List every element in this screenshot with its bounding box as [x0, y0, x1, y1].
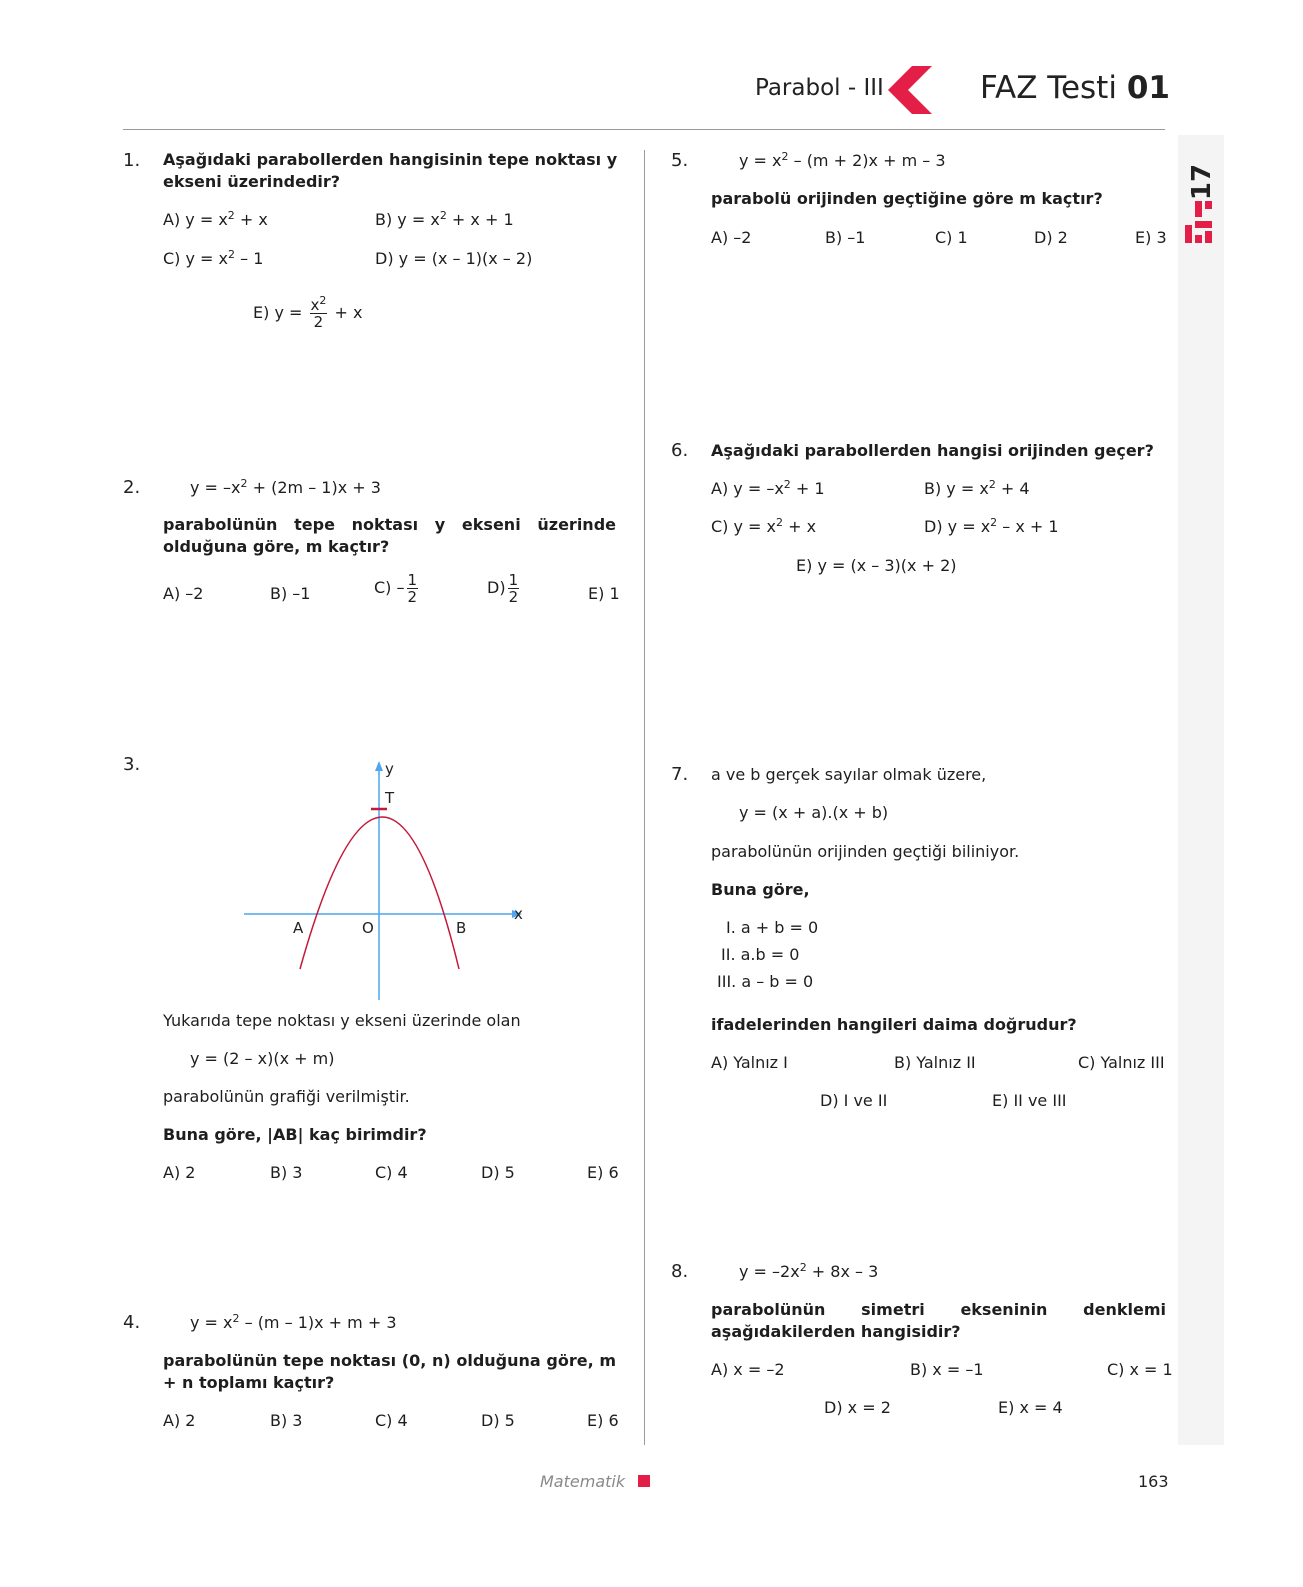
- y-axis-label: y: [385, 760, 394, 778]
- column-divider: [644, 150, 645, 1445]
- question-2-stem: parabolünün tepe noktası y ekseni üzerinde olduğuna göre, m kaçtır?: [163, 515, 616, 556]
- question-3-option-c[interactable]: C) 4: [375, 1163, 408, 1182]
- question-5-option-c[interactable]: C) 1: [935, 228, 968, 247]
- question-4-stem: parabolünün tepe noktası (0, n) olduğuna göre, m + n toplamı kaçtır?: [163, 1351, 616, 1392]
- question-4-equation: $y = x^2 - (m - 1)x + m + 3$: [190, 1312, 397, 1332]
- question-3-option-d[interactable]: D) 5: [481, 1163, 515, 1182]
- point-a-label: A: [293, 919, 304, 937]
- origin-label: O: [362, 919, 374, 937]
- test-title: [980, 70, 1170, 106]
- question-7-option-a[interactable]: A) Yalnız I: [711, 1053, 788, 1072]
- question-3-option-b[interactable]: B) 3: [270, 1163, 303, 1182]
- question-7-option-c[interactable]: C) Yalnız III: [1078, 1053, 1165, 1072]
- x-axis-label: x: [514, 905, 523, 923]
- vertex-label: T: [385, 789, 395, 807]
- question-1-option-b[interactable]: B) $y = x^2 + x + 1$: [375, 209, 514, 229]
- footer-subject: Matematik: [540, 1472, 626, 1491]
- question-3-text-1: Yukarıda tepe noktası y ekseni üzerinde olan: [163, 1011, 521, 1030]
- chevron-left-icon: [888, 66, 932, 114]
- question-6-option-b[interactable]: B) $y = x^2 + 4$: [924, 478, 1030, 498]
- question-3-number: 3.: [123, 754, 141, 775]
- question-4-option-c[interactable]: C) 4: [375, 1411, 408, 1430]
- question-1-option-a[interactable]: A) $y = x^2 + x$: [163, 209, 268, 229]
- question-8-stem: parabolünün simetri ekseninin denklemi aşağıdakilerden hangisidir?: [711, 1300, 1166, 1341]
- footer-square-icon: [638, 1475, 650, 1487]
- test-title-number: 01: [1126, 70, 1170, 106]
- page-number: 163: [1138, 1472, 1169, 1491]
- point-b-label: B: [456, 919, 467, 937]
- question-4-option-d[interactable]: D) 5: [481, 1411, 515, 1430]
- question-7-statement-2: II. a.b = 0: [721, 945, 800, 964]
- fraction: $\frac{1}{2}$: [407, 571, 418, 606]
- question-6-option-c[interactable]: C) $y = x^2 + x$: [711, 516, 817, 536]
- question-7-option-b[interactable]: B) Yalnız II: [894, 1053, 976, 1072]
- question-8-option-c[interactable]: C) x = 1: [1107, 1360, 1173, 1379]
- question-6-number: 6.: [671, 440, 689, 461]
- question-3-text-2: parabolünün grafiği verilmiştir.: [163, 1087, 410, 1106]
- question-3-option-e[interactable]: E) 6: [587, 1163, 619, 1182]
- question-7-intro: a ve b gerçek sayılar olmak üzere,: [711, 765, 987, 784]
- fraction: $\frac{x^2}{2}$: [310, 294, 327, 331]
- question-2-equation: $y = -x^2 + (2m - 1)x + 3$: [190, 477, 381, 497]
- question-1-option-c[interactable]: C) $y = x^2 - 1$: [163, 248, 264, 268]
- parabola-graph: [240, 755, 540, 1005]
- question-4-number: 4.: [123, 1312, 141, 1333]
- question-2-option-c[interactable]: C) – $\frac{1}{2}$: [374, 571, 418, 606]
- question-7-question: Buna göre,: [711, 880, 810, 899]
- question-7-text: parabolünün orijinden geçtiği biliniyor.: [711, 842, 1020, 861]
- question-8-number: 8.: [671, 1261, 689, 1282]
- question-2-option-d[interactable]: D) $\frac{1}{2}$: [487, 571, 519, 606]
- question-7-option-e[interactable]: E) II ve III: [992, 1091, 1067, 1110]
- question-5-number: 5.: [671, 150, 689, 171]
- fraction: $\frac{1}{2}$: [508, 571, 519, 606]
- question-2-option-a[interactable]: A) –2: [163, 584, 204, 603]
- question-4-option-b[interactable]: B) 3: [270, 1411, 303, 1430]
- question-5-option-a[interactable]: A) –2: [711, 228, 752, 247]
- question-2-option-b[interactable]: B) –1: [270, 584, 311, 603]
- question-1-stem: Aşağıdaki parabollerden hangisinin tepe noktası y ekseni üzerindedir?: [163, 150, 618, 191]
- question-7-statement-1: I. a + b = 0: [726, 918, 819, 937]
- question-4-option-e[interactable]: E) 6: [587, 1411, 619, 1430]
- question-1-number: 1.: [123, 150, 141, 171]
- question-3-option-a[interactable]: A) 2: [163, 1163, 196, 1182]
- question-5-option-b[interactable]: B) –1: [825, 228, 866, 247]
- header-rule: [123, 129, 1165, 130]
- sidebar-strip: [1178, 135, 1224, 1445]
- section-subtitle: Parabol - III: [755, 75, 884, 101]
- test-title-prefix: FAZ Testi: [980, 70, 1117, 106]
- question-5-option-e[interactable]: E) 3: [1135, 228, 1167, 247]
- question-6-option-a[interactable]: A) $y = -x^2 + 1$: [711, 478, 825, 498]
- question-6-stem: Aşağıdaki parabollerden hangisi orijinden geçer?: [711, 441, 1154, 460]
- question-7-number: 7.: [671, 764, 689, 785]
- question-3-question: Buna göre, |AB| kaç birimdir?: [163, 1125, 427, 1144]
- question-6-option-e[interactable]: E) y = (x – 3)(x + 2): [796, 556, 957, 575]
- question-7-question-2: ifadelerinden hangileri daima doğrudur?: [711, 1015, 1077, 1034]
- question-8-option-d[interactable]: D) x = 2: [824, 1398, 891, 1417]
- sidebar-logo-icon: [1185, 195, 1217, 249]
- question-1-option-e[interactable]: E) y = $\frac{x^2}{2}$ + x: [253, 294, 363, 331]
- question-3-equation: y = (2 – x)(x + m): [190, 1049, 335, 1068]
- question-7-statement-3: III. a – b = 0: [717, 972, 814, 991]
- question-8-equation: $y = -2x^2 + 8x - 3$: [739, 1261, 879, 1281]
- question-8-option-a[interactable]: A) x = –2: [711, 1360, 785, 1379]
- sidebar-number: 17: [1187, 163, 1218, 201]
- question-1-option-d[interactable]: D) y = (x – 1)(x – 2): [375, 249, 533, 268]
- question-2-option-e[interactable]: E) 1: [588, 584, 620, 603]
- question-7-option-d[interactable]: D) I ve II: [820, 1091, 888, 1110]
- question-6-option-d[interactable]: D) $y = x^2 - x + 1$: [924, 516, 1059, 536]
- question-5-equation: $y = x^2 - (m + 2)x + m - 3$: [739, 150, 946, 170]
- question-5-stem: parabolü orijinden geçtiğine göre m kaçtır?: [711, 189, 1103, 208]
- question-2-number: 2.: [123, 477, 141, 498]
- question-8-option-e[interactable]: E) x = 4: [998, 1398, 1063, 1417]
- question-5-option-d[interactable]: D) 2: [1034, 228, 1068, 247]
- question-7-equation: y = (x + a).(x + b): [739, 803, 889, 822]
- question-8-option-b[interactable]: B) x = –1: [910, 1360, 984, 1379]
- question-4-option-a[interactable]: A) 2: [163, 1411, 196, 1430]
